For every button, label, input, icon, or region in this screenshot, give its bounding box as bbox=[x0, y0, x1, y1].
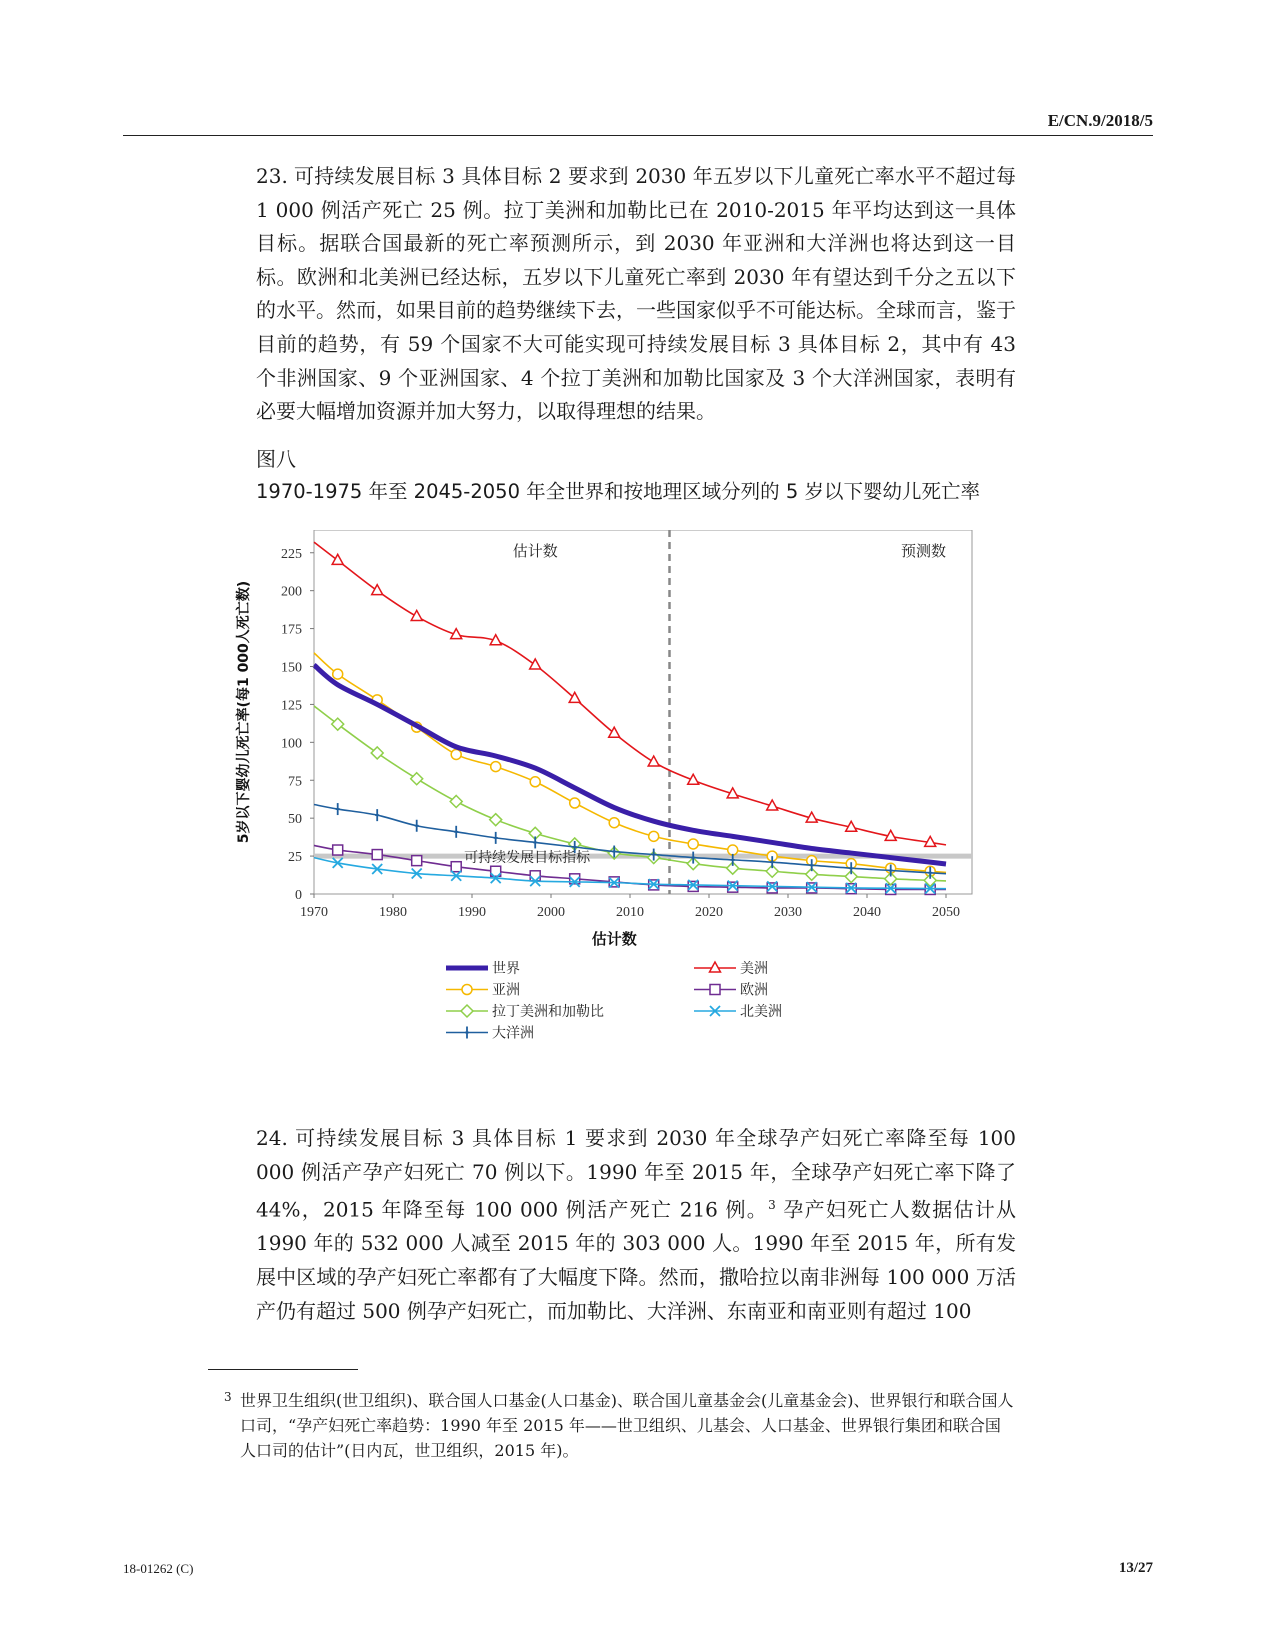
series-2-point bbox=[609, 818, 619, 828]
series-3-point bbox=[728, 882, 738, 892]
header-rule bbox=[123, 135, 1153, 136]
y-tick-label: 75 bbox=[288, 774, 302, 790]
figure-title: 1970-1975 年至 2045-2050 年全世界和按地理区域分列的 5 岁以下婴幼儿死亡率 bbox=[256, 480, 980, 503]
series-4-point bbox=[490, 814, 502, 826]
series-1 bbox=[314, 542, 946, 846]
paragraph-number: 23. bbox=[256, 164, 288, 188]
y-tick-label: 50 bbox=[288, 812, 302, 828]
series-1-point bbox=[569, 692, 580, 702]
series-2-point bbox=[333, 669, 343, 679]
series-1-point bbox=[411, 610, 422, 620]
series-2-point bbox=[649, 831, 659, 841]
legend-item bbox=[694, 983, 768, 999]
series-1-point bbox=[372, 585, 383, 595]
legend-marker bbox=[465, 1027, 469, 1039]
legend-label: 世界 bbox=[492, 961, 520, 977]
series-2-point bbox=[728, 845, 738, 855]
paragraph-text: 可持续发展目标 3 具体目标 2 要求到 2030 年五岁以下儿童死亡率水平不超过每 1 000 例活产死亡 25 例。拉丁美洲和加勒比已在 2010-2015 年平均达到这一具体目标。据联合国最新的死亡率预测所示，到 2030 年亚洲和大洋洲也将达到这一目标。欧洲和北美洲已经达标，五岁以下儿童死亡率到 2030 年有望达到千分之五以下的水平。然而，如果目前的趋势继续下去，一些国家似乎不可能达标。全球而言，鉴于目前的趋势，有 59 个国家不大可能实现可持续发展目标 3 具体目标 2，其中有 43 个非洲国家、9 个亚洲国家、4 个拉丁美洲和加勒比国家及 3 个大洋洲国家，表明有必要大幅增加资源并加大努力，以取得理想的结果。 bbox=[256, 164, 1016, 424]
series-3-point bbox=[451, 862, 461, 872]
figure-label: 图八 bbox=[256, 447, 296, 471]
series-3-point bbox=[688, 881, 698, 891]
series-3-point bbox=[333, 845, 343, 855]
paragraph-text: 可持续发展目标 3 具体目标 1 要求到 2030 年全球孕产妇死亡率降至每 100 000 例活产孕产妇死亡 70 例以下。1990 年至 2015 年，全球孕产妇死亡率下降了 44%，2015 年降至每 100 000 例活产死亡 216 例。 bbox=[256, 1126, 1016, 1222]
footnote bbox=[224, 1388, 1016, 1463]
footnote-mark: 3 bbox=[224, 1390, 232, 1404]
series-1-point bbox=[332, 554, 343, 564]
y-tick-label: 175 bbox=[281, 622, 302, 638]
series-4-point bbox=[450, 795, 462, 807]
y-tick-label: 125 bbox=[281, 698, 302, 714]
series-2-point bbox=[530, 777, 540, 787]
x-tick-label: 1970 bbox=[300, 905, 328, 920]
series-3-point bbox=[767, 883, 777, 893]
document-number: 18-01262 (C) bbox=[123, 1561, 194, 1576]
series-0 bbox=[314, 665, 946, 867]
legend-marker bbox=[461, 1005, 473, 1017]
series-4-point bbox=[411, 773, 423, 785]
series-3-point bbox=[530, 871, 540, 881]
x-tick-label: 1990 bbox=[458, 905, 486, 920]
series-6-point bbox=[494, 832, 498, 844]
legend-item bbox=[694, 1004, 782, 1020]
legend-label: 大洋洲 bbox=[492, 1025, 534, 1042]
legend-item bbox=[446, 1003, 604, 1020]
footnote-rule bbox=[208, 1369, 358, 1370]
legend-label: 拉丁美洲和加勒比 bbox=[492, 1004, 604, 1020]
x-tick-label: 2020 bbox=[695, 905, 723, 920]
y-tick-label: 150 bbox=[281, 660, 302, 676]
paragraph-23 bbox=[256, 160, 1016, 429]
x-tick-label: 2030 bbox=[774, 905, 802, 920]
series-1-point bbox=[530, 659, 541, 669]
series-1-point bbox=[648, 756, 659, 766]
plot-frame bbox=[314, 530, 972, 894]
legend-label: 北美洲 bbox=[740, 1004, 782, 1020]
legend-item bbox=[694, 961, 768, 977]
legend-label: 欧洲 bbox=[740, 982, 768, 999]
legend-marker bbox=[710, 962, 721, 972]
series-2-point bbox=[570, 798, 580, 808]
series-2-point bbox=[688, 839, 698, 849]
x-tick-label: 2010 bbox=[616, 905, 644, 920]
series-6-point bbox=[415, 820, 419, 832]
series-6-point bbox=[454, 826, 458, 838]
series-3-point bbox=[412, 856, 422, 866]
x-tick-label: 2050 bbox=[932, 905, 960, 920]
series-4-point bbox=[332, 718, 344, 730]
y-tick-label: 200 bbox=[281, 584, 302, 600]
series-3-point bbox=[372, 850, 382, 860]
paragraph-24 bbox=[256, 1122, 1016, 1328]
legend-marker bbox=[710, 985, 720, 995]
paragraph-number: 24. bbox=[256, 1126, 288, 1150]
series-6-point bbox=[375, 809, 379, 821]
document-symbol: E/CN.9/2018/5 bbox=[1047, 111, 1153, 130]
x-tick-label: 2000 bbox=[537, 905, 565, 920]
y-tick-label: 100 bbox=[281, 736, 302, 752]
series-2 bbox=[314, 653, 946, 876]
series-4-point bbox=[371, 747, 383, 759]
legend-marker bbox=[462, 985, 472, 995]
legend-label: 亚洲 bbox=[492, 982, 520, 999]
x-axis-label: 估计数 bbox=[591, 930, 637, 948]
series-2-line bbox=[314, 653, 946, 873]
y-tick-label: 0 bbox=[295, 888, 302, 903]
page-number: 13/27 bbox=[1118, 1560, 1153, 1576]
legend-label: 美洲 bbox=[740, 961, 768, 977]
y-axis-label: 5岁以下婴幼儿死亡率(每1 000人死亡数) bbox=[236, 580, 252, 844]
series-6-point bbox=[336, 803, 340, 815]
chart-legend bbox=[446, 961, 782, 1042]
series-2-point bbox=[491, 762, 501, 772]
series-0-line bbox=[314, 665, 946, 867]
legend-item bbox=[446, 1025, 534, 1042]
estimate-region-label: 估计数 bbox=[512, 542, 558, 560]
legend-item bbox=[446, 961, 520, 977]
target-label: 可持续发展目标指标 bbox=[464, 850, 591, 867]
projection-region-label: 预测数 bbox=[900, 542, 946, 560]
series-2-point bbox=[451, 749, 461, 759]
footnote-text: 世界卫生组织(世卫组织)、联合国人口基金(人口基金)、联合国儿童基金会(儿童基金会)、世界银行和联合国人口司，“孕产妇死亡率趋势：1990 年至 2015 年——世卫组织、儿基会、人口基金、世界银行集团和联合国人口司的估计”(日内瓦，世卫组织，2015 年)。 bbox=[240, 1391, 1014, 1460]
paragraph-text-continued: 孕产妇死亡人数据估计从 1990 年的 532 000 人减至 2015 年的 303 000 人。1990 年至 2015 年，所有发展中区域的孕产妇死亡率都有了大幅度下降。然而，撒哈拉以南非洲每 100 000 万活产仍有超过 500 例孕产妇死亡，而加勒比、大洋洲、东南亚和南亚则有超过 100 bbox=[256, 1197, 1016, 1323]
y-tick-label: 225 bbox=[281, 546, 302, 562]
x-tick-label: 2040 bbox=[853, 905, 881, 920]
mortality-chart bbox=[228, 530, 1008, 1070]
series-1-line bbox=[314, 542, 946, 845]
y-tick-label: 25 bbox=[288, 850, 302, 866]
x-tick-label: 1980 bbox=[379, 905, 407, 920]
footnote-reference[interactable]: 3 bbox=[768, 1198, 776, 1213]
legend-item bbox=[446, 983, 520, 999]
series-1-point bbox=[609, 727, 620, 737]
